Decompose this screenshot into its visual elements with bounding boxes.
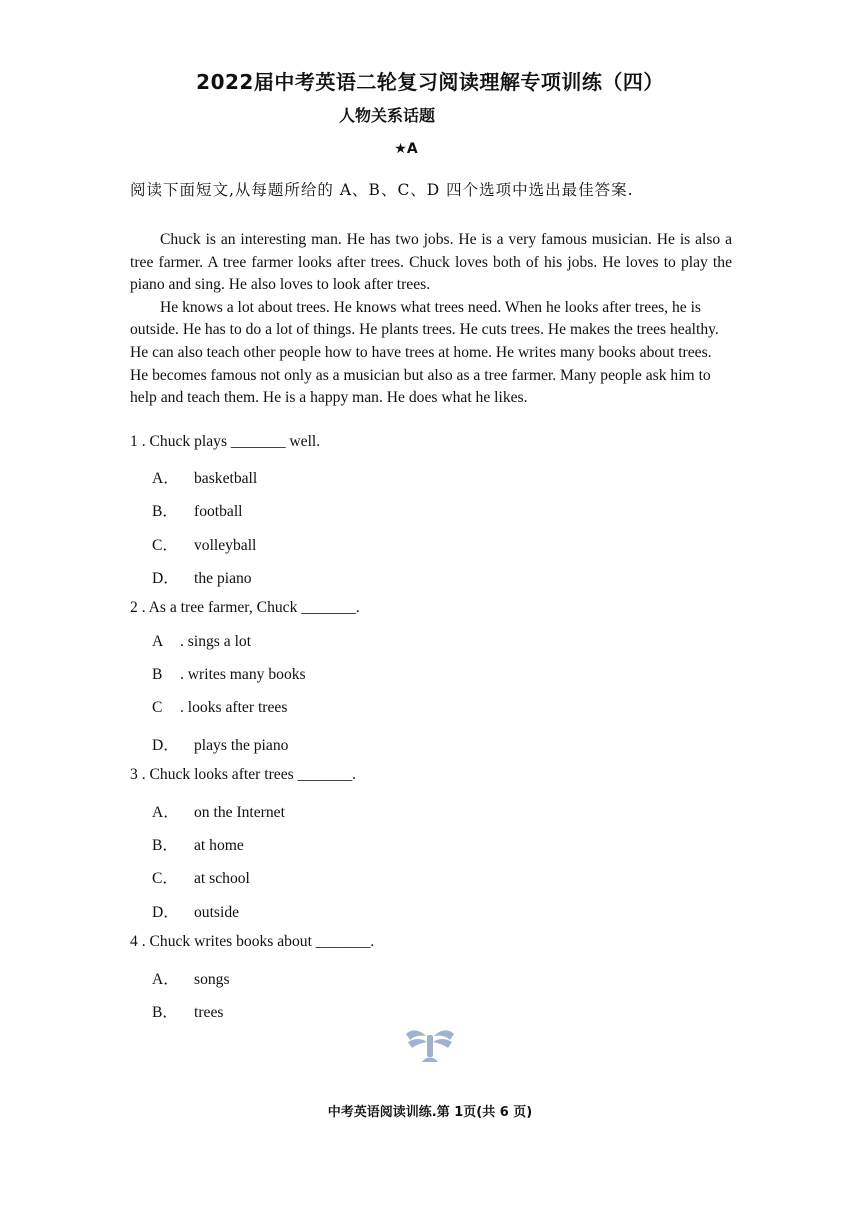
option-letter: C． — [152, 537, 178, 554]
option-text: songs — [194, 971, 230, 988]
question-1-option-b[interactable] — [152, 499, 243, 521]
document-subtitle: 人物关系话题 — [339, 106, 436, 125]
question-3-option-d[interactable] — [152, 900, 239, 922]
question-2-option-a[interactable] — [152, 633, 251, 651]
option-letter: C． — [152, 870, 178, 887]
question-1-option-c[interactable] — [152, 533, 256, 555]
option-text: at school — [194, 870, 250, 887]
section-label: ★A — [394, 141, 418, 157]
reading-passage — [130, 229, 732, 410]
question-4-option-b[interactable] — [152, 1000, 223, 1022]
option-text: basketball — [194, 470, 258, 487]
option-text: . writes many books — [180, 666, 306, 683]
question-3-option-a[interactable] — [152, 800, 285, 822]
option-text: volleyball — [194, 537, 257, 554]
option-text: the piano — [194, 570, 252, 587]
passage-paragraph-2: He knows a lot about trees. He knows what trees need. When he looks after trees, he is outside. He has to do a lot of things. He plants trees. He cuts trees. He makes the trees healthy. He can also teach other people how to have trees at home. He writes many books about trees. He becomes famous not only as a musician but also as a tree farmer. Many people ask him to help and teach them. He is a happy man. He does what he likes. — [130, 298, 719, 407]
question-2-option-b[interactable] — [152, 666, 306, 684]
instruction-text: 阅读下面短文,从每题所给的 A、B、C、D 四个选项中选出最佳答案. — [130, 181, 634, 199]
decorative-logo-icon — [404, 1026, 456, 1064]
question-4-stem: 4 . Chuck writes books about _______. — [130, 933, 375, 950]
option-letter: D． — [152, 570, 179, 587]
option-letter: A． — [152, 804, 179, 821]
question-1-option-d[interactable] — [152, 566, 252, 588]
option-text: plays the piano — [194, 737, 289, 754]
option-letter: D． — [152, 904, 179, 921]
option-text: football — [194, 503, 243, 520]
question-1-stem: 1 . Chuck plays _______ well. — [130, 433, 321, 450]
option-text: . looks after trees — [180, 699, 288, 716]
question-3-option-c[interactable] — [152, 866, 250, 888]
question-3-option-b[interactable] — [152, 833, 244, 855]
option-letter: B． — [152, 503, 178, 520]
document-title: 2022届中考英语二轮复习阅读理解专项训练（四） — [196, 70, 664, 94]
option-letter: A． — [152, 971, 179, 988]
option-letter: D． — [152, 737, 179, 754]
option-text: at home — [194, 837, 244, 854]
option-letter: B． — [152, 1004, 178, 1021]
option-text: outside — [194, 904, 240, 921]
page-footer: 中考英语阅读训练.第 1页(共 6 页) — [327, 1105, 533, 1120]
option-text: trees — [194, 1004, 224, 1021]
question-1-option-a[interactable] — [152, 466, 257, 488]
passage-paragraph-1: Chuck is an interesting man. He has two jobs. He is a very famous musician. He is also a tree farmer. A tree farmer looks after trees. Chuck loves both of his jobs. He loves to play the piano and sing. He also loves to look after trees. — [130, 231, 732, 294]
option-letter: A — [152, 633, 164, 650]
question-2-stem: 2 . As a tree farmer, Chuck _______. — [130, 599, 360, 616]
question-2-option-d[interactable] — [152, 733, 288, 755]
option-letter: B — [152, 666, 163, 683]
option-letter: B． — [152, 837, 178, 854]
question-3-stem: 3 . Chuck looks after trees _______. — [130, 766, 357, 783]
option-letter: A． — [152, 470, 179, 487]
option-letter: C — [152, 699, 163, 716]
question-4-option-a[interactable] — [152, 967, 230, 989]
option-text: on the Internet — [194, 804, 285, 821]
question-2-option-c[interactable] — [152, 699, 287, 717]
option-text: . sings a lot — [180, 633, 252, 650]
